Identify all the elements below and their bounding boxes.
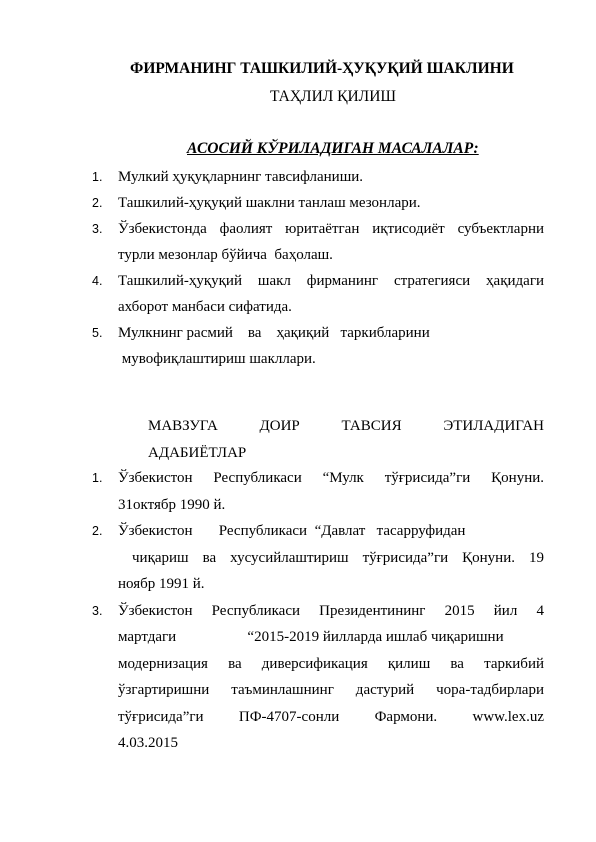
- list-item-text: мувофиқлаштириш шакллари.: [118, 351, 316, 367]
- list-number: 2.: [92, 196, 103, 210]
- list-word: тўғрисида”ги: [118, 708, 204, 725]
- list-number: 3.: [92, 222, 103, 236]
- list-item: [92, 164, 544, 190]
- list-word: ПФ-4707-сонли: [238, 708, 340, 725]
- heading-word: ЭТИЛАДИГАН: [443, 418, 544, 434]
- list-item-text: чиқариш ва хусусийлаштириш тўғрисида”ги Қонуни. 19: [118, 549, 544, 566]
- list-item-text: ахборот манбаси сифатида.: [118, 299, 292, 315]
- document-title-line2: ТАҲЛИЛ ҚИЛИШ: [269, 88, 397, 105]
- list-item-text: 31октябр 1990 й.: [118, 496, 226, 513]
- literature-list: [92, 465, 544, 757]
- list-word: www.lex.uz: [472, 708, 544, 725]
- list-item-text: ноябр 1991 й.: [118, 576, 205, 592]
- list-item: [92, 465, 544, 518]
- list-item-text: Ўзбекистон Республикаси Президентининг 2015 йил 4: [118, 602, 544, 619]
- list-item-text: [118, 704, 544, 731]
- list-item-text: Ўзбекистон Республикаси “Мулк тўғрисида”ги Қонуни.: [118, 470, 544, 486]
- list-line: Ўзбекистонда фаолият юритаётган иқтисодиёт субъектларни: [118, 221, 544, 237]
- list-item-text: Ўзбекистон Республикаси “Давлат тасарруфидан: [118, 523, 466, 539]
- list-item-text: мартдаги “2015-2019 йилларда ишлаб чиқаришни: [118, 629, 504, 645]
- literature-heading-line1: [148, 413, 544, 440]
- list-item-text: [118, 216, 544, 242]
- list-item: [92, 320, 544, 372]
- list-number: 1.: [92, 170, 103, 184]
- list-number: 1.: [92, 471, 103, 485]
- list-number: 5.: [92, 326, 103, 340]
- list-item: [92, 190, 544, 216]
- list-item-text: Мулкнинг расмий ва ҳақиқий таркибларини: [118, 325, 430, 341]
- list-item: [92, 518, 544, 598]
- list-number: 4.: [92, 274, 103, 288]
- list-number: 2.: [92, 524, 103, 538]
- list-word: Фармони.: [374, 708, 438, 725]
- issues-heading: АСОСИЙ КЎРИЛАДИГАН МАСАЛАЛАР:: [187, 140, 479, 157]
- list-item-text: ўзгартиришни таъминлашнинг дастурий чора-тадбирлари: [118, 682, 544, 698]
- list-item-text: турли мезонлар бўйича баҳолаш.: [118, 247, 333, 263]
- list-number: 3.: [92, 603, 103, 618]
- list-item-text: 4.03.2015: [118, 735, 178, 751]
- list-item: [92, 268, 544, 320]
- list-item-text: Ташкилий-ҳуқуқий шакл фирманинг стратегияси ҳақидаги: [118, 273, 544, 289]
- list-item-text: Мулкий ҳуқуқларнинг тавсифланиши.: [118, 169, 364, 185]
- heading-word: ТАВСИЯ: [341, 418, 402, 434]
- list-item-text: модернизация ва диверсификация қилиш ва таркибий: [118, 655, 544, 672]
- document-title-line1: ФИРМАНИНГ ТАШКИЛИЙ-ҲУҚУҚИЙ ШАКЛИНИ: [130, 60, 514, 77]
- heading-word: ДОИР: [259, 418, 300, 434]
- list-item: [92, 598, 544, 757]
- literature-heading: [148, 413, 544, 467]
- list-item-text: Ташкилий-ҳуқуқий шаклни танлаш мезонлари.: [118, 195, 421, 211]
- list-item: [92, 216, 544, 268]
- issues-list: [92, 164, 544, 372]
- heading-word: МАВЗУГА: [148, 418, 218, 434]
- literature-heading-line2: АДАБИЁТЛАР: [148, 445, 247, 461]
